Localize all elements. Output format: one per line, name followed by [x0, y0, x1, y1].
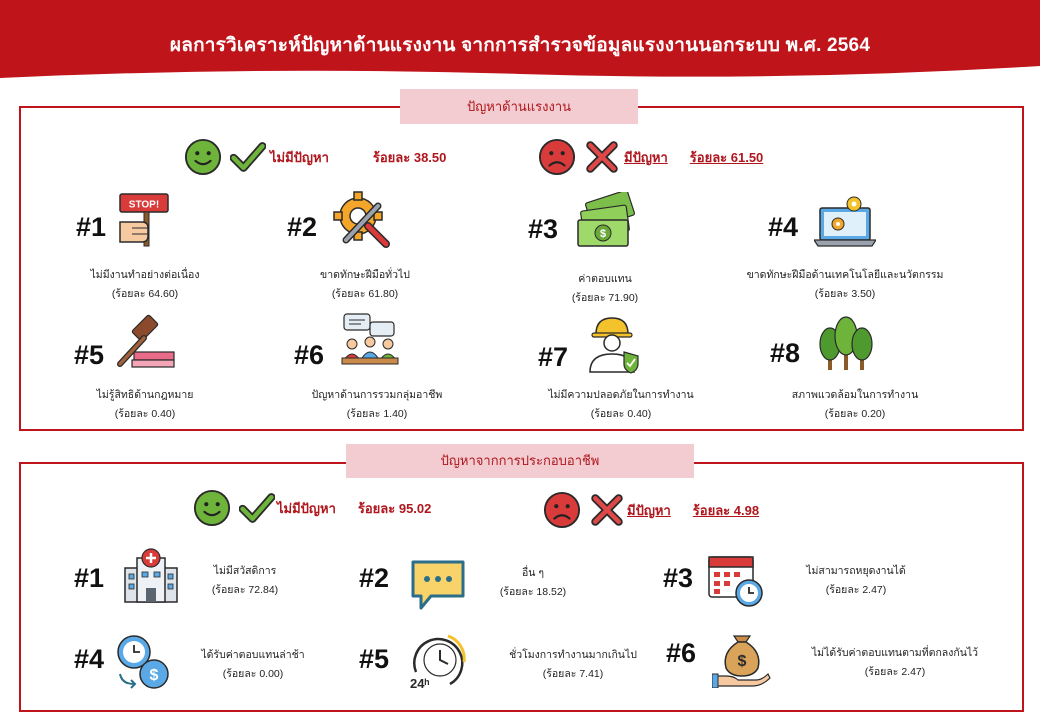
- career-item-5: [498, 646, 648, 684]
- item-name: ไม่รู้สิทธิด้านกฎหมาย: [96, 389, 194, 401]
- item-name: สภาพแวดล้อมในการทำงาน: [791, 389, 919, 401]
- career-rank-1: #1: [74, 563, 105, 593]
- labor-rank-8: #8: [770, 338, 801, 368]
- clock-money-icon: [114, 632, 172, 690]
- item-name: ไม่มีงานทำอย่างต่อเนื่อง: [90, 269, 200, 281]
- career-item-1: [170, 562, 320, 600]
- chat-bubble-icon: [409, 558, 467, 612]
- career-item-4: [180, 646, 326, 684]
- career-no-problem-summary: [193, 489, 431, 527]
- money-bag-hand-icon: [712, 628, 772, 688]
- item-name: ขาดทักษะฝีมือทั่วไป: [320, 269, 410, 281]
- labor-item-8: [750, 386, 960, 424]
- labor-no-problem-summary: [184, 138, 446, 176]
- check-mark-icon: [239, 490, 275, 526]
- money-icon: [574, 192, 636, 250]
- has-problem-pct: ร้อยละ 61.50: [689, 149, 764, 165]
- item-name: ขาดทักษะฝีมือด้านเทคโนโลยีและนวัตกรรม: [746, 269, 944, 281]
- career-rank-2: #2: [359, 563, 390, 593]
- item-name: ไม่ได้รับค่าตอบแทนตามที่ตกลงกันไว้: [811, 647, 979, 659]
- header-banner: [0, 0, 1040, 82]
- no-problem-label: ไม่มีปัญหา: [270, 149, 329, 165]
- svg-text:$: $: [737, 653, 747, 670]
- item-name: ได้รับค่าตอบแทนล่าช้า: [201, 649, 305, 661]
- has-problem-label: มีปัญหา: [624, 149, 668, 165]
- item-pct: (ร้อยละ 61.80): [331, 288, 399, 300]
- labor-item-2: [260, 266, 470, 304]
- career-rank-4: #4: [74, 644, 105, 674]
- labor-rank-4: #4: [768, 212, 799, 242]
- no-problem-label: ไม่มีปัญหา: [277, 500, 336, 516]
- no-problem-pct: ร้อยละ 95.02: [357, 500, 432, 516]
- has-problem-pct: ร้อยละ 4.98: [692, 502, 760, 518]
- labor-item-5: [40, 386, 250, 424]
- smiley-face-icon: [184, 138, 222, 176]
- item-name: ไม่มีความปลอดภัยในการทำงาน: [548, 389, 694, 401]
- sad-face-icon: [543, 491, 581, 529]
- item-pct: (ร้อยละ 2.47): [864, 666, 926, 678]
- item-name: ไม่สามารถหยุดงานได้: [806, 565, 906, 577]
- item-pct: (ร้อยละ 64.60): [111, 288, 179, 300]
- smiley-face-icon: [193, 489, 231, 527]
- svg-text:$: $: [149, 667, 159, 684]
- group-meeting-icon: [340, 312, 400, 370]
- gear-wrench-icon: [332, 190, 392, 250]
- item-pct: (ร้อยละ 2.47): [825, 584, 887, 596]
- laptop-gears-icon: [814, 194, 876, 248]
- labor-item-3: [500, 270, 710, 308]
- cross-mark-icon: [589, 492, 625, 528]
- item-name: ชั่วโมงการทำงานมากเกินไป: [509, 649, 637, 661]
- item-name: อื่น ๆ: [521, 567, 545, 579]
- labor-problems-tab: ปัญหาด้านแรงงาน: [400, 89, 638, 124]
- gavel-icon: [116, 314, 176, 370]
- labor-item-1: [40, 266, 250, 304]
- item-name: ค่าตอบแทน: [578, 273, 632, 285]
- item-pct: (ร้อยละ 1.40): [346, 408, 408, 420]
- calendar-clock-icon: [707, 551, 765, 609]
- item-pct: (ร้อยละ 0.00): [222, 668, 284, 680]
- labor-item-6: [272, 386, 482, 424]
- stop-sign-icon: [118, 192, 170, 250]
- labor-rank-3: #3: [528, 214, 559, 244]
- check-mark-icon: [230, 139, 266, 175]
- item-pct: (ร้อยละ 0.40): [590, 408, 652, 420]
- career-rank-3: #3: [663, 563, 694, 593]
- career-item-3: [776, 562, 936, 600]
- item-pct: (ร้อยละ 7.41): [542, 668, 604, 680]
- svg-text:STOP!: STOP!: [128, 199, 160, 211]
- safety-worker-icon: [584, 314, 644, 374]
- item-pct: (ร้อยละ 18.52): [499, 586, 567, 598]
- career-rank-5: #5: [359, 644, 390, 674]
- svg-text:24ʰ: 24ʰ: [410, 676, 430, 690]
- cross-mark-icon: [584, 139, 620, 175]
- item-pct: (ร้อยละ 0.20): [824, 408, 886, 420]
- labor-rank-5: #5: [74, 340, 105, 370]
- labor-rank-6: #6: [294, 340, 325, 370]
- labor-item-7: [516, 386, 726, 424]
- career-has-problem-summary: [543, 491, 759, 529]
- item-pct: (ร้อยละ 72.84): [211, 584, 279, 596]
- no-problem-pct: ร้อยละ 38.50: [372, 149, 447, 165]
- labor-rank-1: #1: [76, 212, 107, 242]
- career-rank-6: #6: [666, 638, 697, 668]
- item-pct: (ร้อยละ 0.40): [114, 408, 176, 420]
- trees-icon: [816, 316, 874, 372]
- career-item-6: [790, 644, 1000, 682]
- career-problems-tab: ปัญหาจากการประกอบอาชีพ: [346, 444, 694, 478]
- labor-item-4: [730, 266, 960, 304]
- career-item-2: [460, 564, 606, 602]
- labor-rank-2: #2: [287, 212, 318, 242]
- page-title: ผลการวิเคราะห์ปัญหาด้านแรงงาน จากการสำรวจข้อมูลแรงงานนอกระบบ พ.ศ. 2564: [169, 35, 871, 56]
- labor-has-problem-summary: [538, 138, 763, 176]
- item-pct: (ร้อยละ 71.90): [571, 292, 639, 304]
- item-name: ปัญหาด้านการรวมกลุ่มอาชีพ: [311, 389, 443, 401]
- svg-text:$: $: [599, 228, 607, 240]
- item-name: ไม่มีสวัสดิการ: [213, 565, 277, 577]
- item-pct: (ร้อยละ 3.50): [814, 288, 876, 300]
- has-problem-label: มีปัญหา: [627, 502, 671, 518]
- labor-rank-7: #7: [538, 342, 569, 372]
- sad-face-icon: [538, 138, 576, 176]
- clock-24h-icon: [408, 632, 468, 690]
